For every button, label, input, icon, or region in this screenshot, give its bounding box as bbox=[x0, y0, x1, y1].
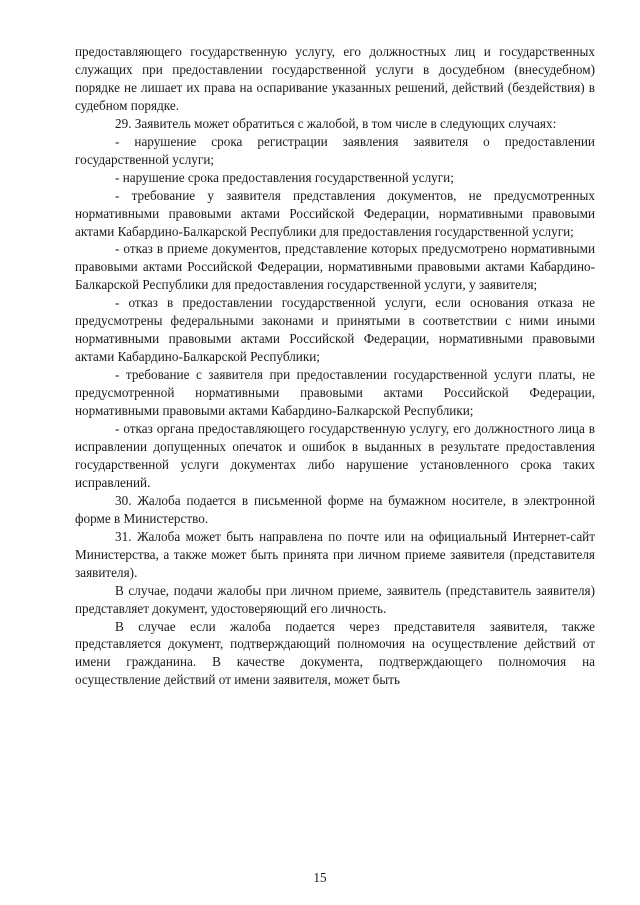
list-item: - нарушение срока регистрации заявления заявителя о предоставлении государственной услуги; bbox=[75, 133, 595, 167]
body-text bbox=[75, 43, 595, 689]
page-number: 15 bbox=[313, 870, 327, 885]
list-item: - требование у заявителя представления документов, не предусмотренных нормативными правовыми актами Российской Федерации, нормативными правовыми актами Кабардино-Балкарской Республики для предоставления государственной услуги; bbox=[75, 187, 595, 239]
list-item: - отказ органа предоставляющего государственную услугу, его должностного лица в исправлении допущенных опечаток и ошибок в выданных в результате предоставления государственной услуги документах либо нарушение установленного срока таких исправлений. bbox=[75, 421, 595, 490]
paragraph: В случае если жалоба подается через представителя заявителя, также представляется документ, подтверждающий полномочия на осуществление действий от имени гражданина. В качестве документа, подтверждающего полномочия на осуществление действий от имени заявителя, может быть bbox=[75, 618, 595, 688]
list-item: - нарушение срока предоставления государственной услуги; bbox=[115, 169, 454, 185]
list-item: - отказ в предоставлении государственной услуги, если основания отказа не предусмотрены федеральными законами и принятыми в соответствии с ними иными нормативными правовыми актами Российской Федерации, нормативными правовыми актами Кабардино-Балкарской Республики; bbox=[75, 295, 595, 365]
paragraph-item-31: 31. Жалоба может быть направлена по почте или на официальный Интернет-сайт Министерства, а также может быть принята при личном приеме заявителя (представителя заявителя). bbox=[75, 528, 595, 580]
paragraph: предоставляющего государственную услугу, его должностных лиц и государственных служащих при предоставлении государственной услуги в досудебном (внесудебном) порядке не лишает их права на оспаривание указанных решений, действий (бездействия) в судебном порядке. bbox=[75, 44, 595, 113]
paragraph: В случае, подачи жалобы при личном приеме, заявитель (представитель заявителя) представляет документ, удостоверяющий его личность. bbox=[75, 582, 595, 616]
paragraph-item-30: 30. Жалоба подается в письменной форме на бумажном носителе, в электронной форме в Министерство. bbox=[75, 492, 595, 526]
list-item: - отказ в приеме документов, представление которых предусмотрено нормативными правовыми актами Российской Федерации, нормативными правовыми актами Кабардино-Балкарской Республики для предоставления государственной услуги, у заявителя; bbox=[75, 241, 595, 293]
list-item: - требование с заявителя при предоставлении государственной услуги платы, не предусмотренной нормативными правовыми актами Российской Федерации, нормативными правовыми актами Кабардино-Балкарской Республики; bbox=[75, 367, 595, 419]
paragraph-item-29: 29. Заявитель может обратиться с жалобой, в том числе в следующих случаях: bbox=[115, 115, 557, 131]
